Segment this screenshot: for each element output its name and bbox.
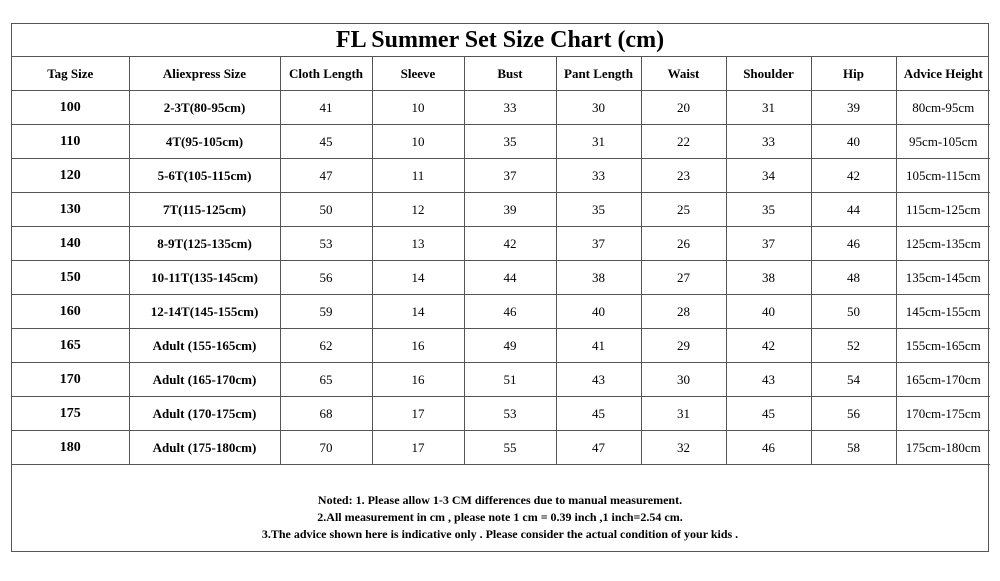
- table-cell: 40: [726, 295, 811, 329]
- table-cell: 55: [464, 431, 556, 465]
- table-row: [12, 397, 990, 431]
- table-cell: 30: [641, 363, 726, 397]
- notes: [12, 492, 988, 552]
- table-cell: 16: [372, 363, 464, 397]
- table-cell: 37: [556, 227, 641, 261]
- table-cell: 42: [464, 227, 556, 261]
- note-line-1: Noted: 1. Please allow 1-3 CM differences due to manual measurement.: [317, 493, 683, 507]
- table-cell: 41: [280, 91, 372, 125]
- table-cell: 42: [726, 329, 811, 363]
- table-cell: 10: [372, 91, 464, 125]
- table-cell: 54: [811, 363, 896, 397]
- table-cell: 59: [280, 295, 372, 329]
- table-cell: 160: [12, 295, 129, 329]
- table-cell: 44: [464, 261, 556, 295]
- table-cell: 12-14T(145-155cm): [129, 295, 280, 329]
- size-chart: [11, 23, 989, 552]
- table-cell: 56: [811, 397, 896, 431]
- table-cell: 46: [726, 431, 811, 465]
- table-cell: 25: [641, 193, 726, 227]
- table-cell: 130: [12, 193, 129, 227]
- table-cell: 2-3T(80-95cm): [129, 91, 280, 125]
- table-cell: 43: [726, 363, 811, 397]
- table-cell: 45: [556, 397, 641, 431]
- table-cell: 28: [641, 295, 726, 329]
- header-row: [12, 57, 990, 91]
- table-cell: 13: [372, 227, 464, 261]
- table-cell: 10: [372, 125, 464, 159]
- note-line-2: 2.All measurement in cm , please note 1 cm = 0.39 inch ,1 inch=2.54 cm.: [317, 510, 683, 524]
- table-cell: 32: [641, 431, 726, 465]
- table-row: [12, 363, 990, 397]
- table-cell: 39: [464, 193, 556, 227]
- table-cell: 17: [372, 397, 464, 431]
- table-cell: 49: [464, 329, 556, 363]
- size-table: [12, 57, 990, 465]
- table-cell: 145cm-155cm: [896, 295, 990, 329]
- table-row: [12, 261, 990, 295]
- table-row: [12, 329, 990, 363]
- table-cell: 44: [811, 193, 896, 227]
- table-cell: 22: [641, 125, 726, 159]
- table-cell: 37: [726, 227, 811, 261]
- table-cell: 50: [811, 295, 896, 329]
- table-cell: Adult (170-175cm): [129, 397, 280, 431]
- table-row: [12, 193, 990, 227]
- chart-title: FL Summer Set Size Chart (cm): [12, 24, 988, 57]
- table-cell: 115cm-125cm: [896, 193, 990, 227]
- table-cell: 37: [464, 159, 556, 193]
- table-cell: 125cm-135cm: [896, 227, 990, 261]
- table-row: [12, 295, 990, 329]
- table-cell: 46: [464, 295, 556, 329]
- table-cell: 105cm-115cm: [896, 159, 990, 193]
- table-cell: 53: [280, 227, 372, 261]
- table-cell: 31: [556, 125, 641, 159]
- table-cell: 20: [641, 91, 726, 125]
- column-header: Bust: [464, 57, 556, 91]
- table-cell: 175cm-180cm: [896, 431, 990, 465]
- table-cell: 45: [280, 125, 372, 159]
- table-cell: Adult (155-165cm): [129, 329, 280, 363]
- table-cell: 47: [556, 431, 641, 465]
- table-cell: 14: [372, 261, 464, 295]
- table-cell: 34: [726, 159, 811, 193]
- table-cell: 31: [726, 91, 811, 125]
- table-cell: 100: [12, 91, 129, 125]
- column-header: Pant Length: [556, 57, 641, 91]
- table-cell: 165: [12, 329, 129, 363]
- table-cell: 38: [726, 261, 811, 295]
- table-cell: 39: [811, 91, 896, 125]
- column-header: Hip: [811, 57, 896, 91]
- table-cell: 27: [641, 261, 726, 295]
- table-cell: 45: [726, 397, 811, 431]
- table-cell: 23: [641, 159, 726, 193]
- table-cell: 150: [12, 261, 129, 295]
- table-cell: 4T(95-105cm): [129, 125, 280, 159]
- table-cell: 140: [12, 227, 129, 261]
- table-cell: 7T(115-125cm): [129, 193, 280, 227]
- column-header: Cloth Length: [280, 57, 372, 91]
- table-cell: 155cm-165cm: [896, 329, 990, 363]
- table-cell: 58: [811, 431, 896, 465]
- column-header: Aliexpress Size: [129, 57, 280, 91]
- table-cell: 170cm-175cm: [896, 397, 990, 431]
- table-cell: 110: [12, 125, 129, 159]
- table-body: [12, 91, 990, 465]
- table-cell: Adult (175-180cm): [129, 431, 280, 465]
- column-header: Sleeve: [372, 57, 464, 91]
- table-cell: 10-11T(135-145cm): [129, 261, 280, 295]
- table-cell: 42: [811, 159, 896, 193]
- table-cell: 51: [464, 363, 556, 397]
- table-row: [12, 159, 990, 193]
- table-cell: 80cm-95cm: [896, 91, 990, 125]
- table-cell: 65: [280, 363, 372, 397]
- table-cell: 11: [372, 159, 464, 193]
- table-cell: 16: [372, 329, 464, 363]
- table-cell: 5-6T(105-115cm): [129, 159, 280, 193]
- table-cell: 33: [556, 159, 641, 193]
- table-cell: 12: [372, 193, 464, 227]
- table-cell: 120: [12, 159, 129, 193]
- table-cell: 33: [464, 91, 556, 125]
- table-cell: 14: [372, 295, 464, 329]
- table-cell: 52: [811, 329, 896, 363]
- table-cell: 29: [641, 329, 726, 363]
- table-cell: 48: [811, 261, 896, 295]
- table-cell: 56: [280, 261, 372, 295]
- table-row: [12, 431, 990, 465]
- table-cell: 53: [464, 397, 556, 431]
- table-cell: 35: [556, 193, 641, 227]
- table-cell: 35: [464, 125, 556, 159]
- table-cell: 33: [726, 125, 811, 159]
- table-cell: 8-9T(125-135cm): [129, 227, 280, 261]
- column-header: Tag Size: [12, 57, 129, 91]
- table-cell: Adult (165-170cm): [129, 363, 280, 397]
- table-cell: 135cm-145cm: [896, 261, 990, 295]
- table-cell: 26: [641, 227, 726, 261]
- table-cell: 62: [280, 329, 372, 363]
- table-cell: 38: [556, 261, 641, 295]
- table-cell: 170: [12, 363, 129, 397]
- table-cell: 40: [811, 125, 896, 159]
- table-cell: 50: [280, 193, 372, 227]
- table-cell: 31: [641, 397, 726, 431]
- table-row: [12, 227, 990, 261]
- table-cell: 68: [280, 397, 372, 431]
- table-row: [12, 125, 990, 159]
- table-cell: 35: [726, 193, 811, 227]
- column-header: Waist: [641, 57, 726, 91]
- table-cell: 165cm-170cm: [896, 363, 990, 397]
- table-cell: 30: [556, 91, 641, 125]
- column-header: Shoulder: [726, 57, 811, 91]
- table-cell: 17: [372, 431, 464, 465]
- table-row: [12, 91, 990, 125]
- table-cell: 40: [556, 295, 641, 329]
- table-cell: 41: [556, 329, 641, 363]
- table-cell: 180: [12, 431, 129, 465]
- table-cell: 47: [280, 159, 372, 193]
- table-cell: 175: [12, 397, 129, 431]
- column-header: Advice Height: [896, 57, 990, 91]
- table-cell: 46: [811, 227, 896, 261]
- table-cell: 43: [556, 363, 641, 397]
- table-cell: 70: [280, 431, 372, 465]
- table-cell: 95cm-105cm: [896, 125, 990, 159]
- note-line-3: 3.The advice shown here is indicative only . Please consider the actual condition of your kids .: [261, 527, 739, 541]
